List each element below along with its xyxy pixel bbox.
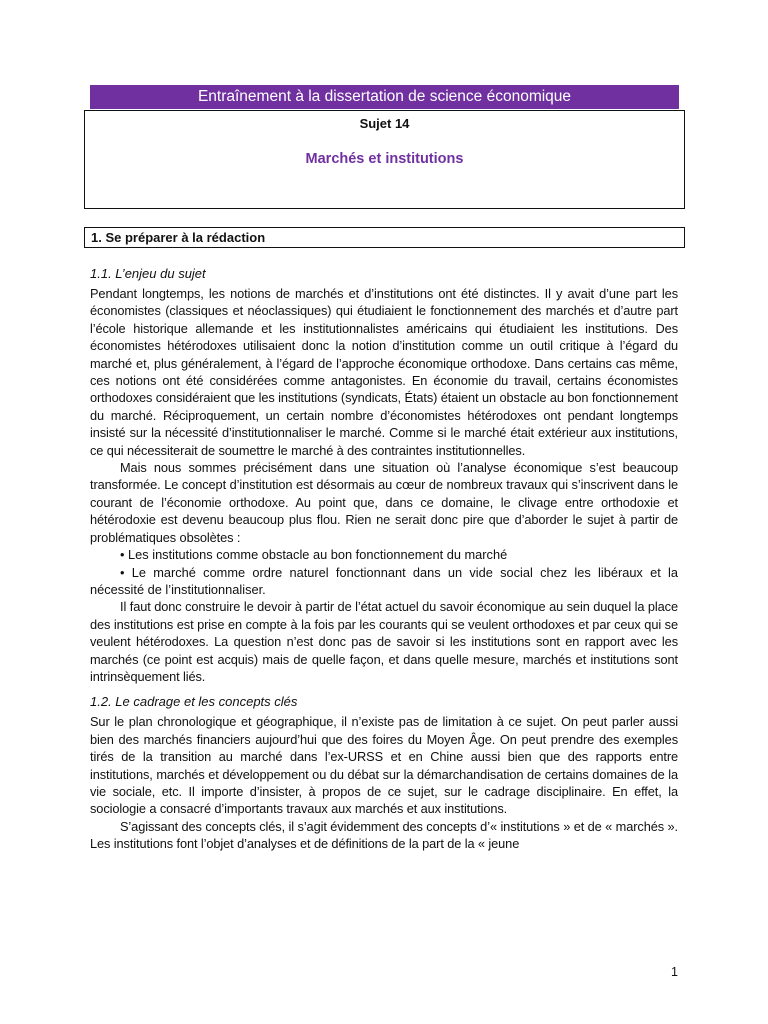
paragraph: Il faut donc construire le devoir à partir de l’état actuel du savoir économique au sein duquel la place des institutions est prise en compte à la fois par les courants qui se veulent orthodoxes et par ceux qui se veulent hétérodoxes. La question n’est donc pas de savoir si les institutions sont en rapport avec les marchés (ce point est acquis) mais de quelle façon, et dans quelle mesure, marchés et institutions sont intrinsèquement liés. bbox=[90, 599, 678, 684]
subject-title: Marchés et institutions bbox=[305, 151, 464, 167]
paragraph: S’agissant des concepts clés, il s’agit évidemment des concepts d’« institutions » et de « marchés ». Les institutions font l’objet d’analyses et de définitions de la part de la « jeune bbox=[90, 818, 678, 852]
paragraph: Sur le plan chronologique et géographique, il n’existe pas de limitation à ce sujet. On peut parler aussi bien des marchés financiers aujourd’hui que des foires du Moyen Âge. On peut prendre des exemples tirés de la transition au marché dans l’ex-URSS et en Chine aussi bien que des rapports entre institutions, marchés et développement ou du débat sur la démarchandisation de certains domaines de la vie sociale, etc. Il importe d’insister, à propos de ce sujet, sur le cadrage disciplinaire. En effet, la sociologie a consacré d’importants travaux aux marchés et aux institutions. bbox=[90, 714, 678, 817]
subject-box bbox=[84, 110, 685, 209]
subsection-heading-1-2: 1.2. Le cadrage et les concepts clés bbox=[90, 694, 298, 710]
subsection-heading-1-1: 1.1. L’enjeu du sujet bbox=[90, 266, 206, 281]
banner-title: Entraînement à la dissertation de science économique bbox=[90, 85, 679, 109]
document-body bbox=[90, 265, 678, 853]
bullet-item: • Le marché comme ordre naturel fonctionnant dans un vide social chez les libéraux et la nécessité de l’institutionnaliser. bbox=[90, 564, 678, 597]
page-number: 1 bbox=[671, 965, 678, 979]
bullet-item: • Les institutions comme obstacle au bon fonctionnement du marché bbox=[120, 547, 508, 563]
paragraph: Pendant longtemps, les notions de marchés et d’institutions ont été distinctes. Il y avait d’une part les économistes (classiques et néoclassiques) qui étudiaient le fonctionnement des marchés et d’autre part l’école historique allemande et les institutionnalistes américains qui étudiaient les institutions. Des économistes hétérodoxes utilisaient donc la notion d’institution comme un outil critique à l’égard du marché et, plus généralement, à l’égard de l’approche économique orthodoxe. Dans certains cas même, ces notions ont été considérées comme antagonistes. En économie du travail, certains économistes orthodoxes considéraient que les institutions (syndicats, États) étaient un obstacle au bon fonctionnement du marché. Réciproquement, un certain nombre d’économistes hétérodoxes ont pendant longtemps insisté sur la nécessité d’institutionnaliser le marché. Comme si le marché était extérieur aux institutions, ce qui nécessiterait de soumettre le marché à des contraintes institutionnelles. bbox=[90, 286, 678, 458]
subject-number: Sujet 14 bbox=[359, 116, 410, 131]
section-heading: 1. Se préparer à la rédaction bbox=[84, 227, 685, 248]
paragraph: Mais nous sommes précisément dans une situation où l’analyse économique s’est beaucoup transformée. Le concept d’institution est désormais au cœur de nombreux travaux qui s’inscrivent dans le courant de l’économie orthodoxe. Au point que, dans ce domaine, le clivage entre orthodoxie et hétérodoxie est devenu beaucoup plus flou. Rien ne serait donc pire que d’aborder le sujet à partir de problématiques obsolètes : bbox=[90, 460, 678, 545]
